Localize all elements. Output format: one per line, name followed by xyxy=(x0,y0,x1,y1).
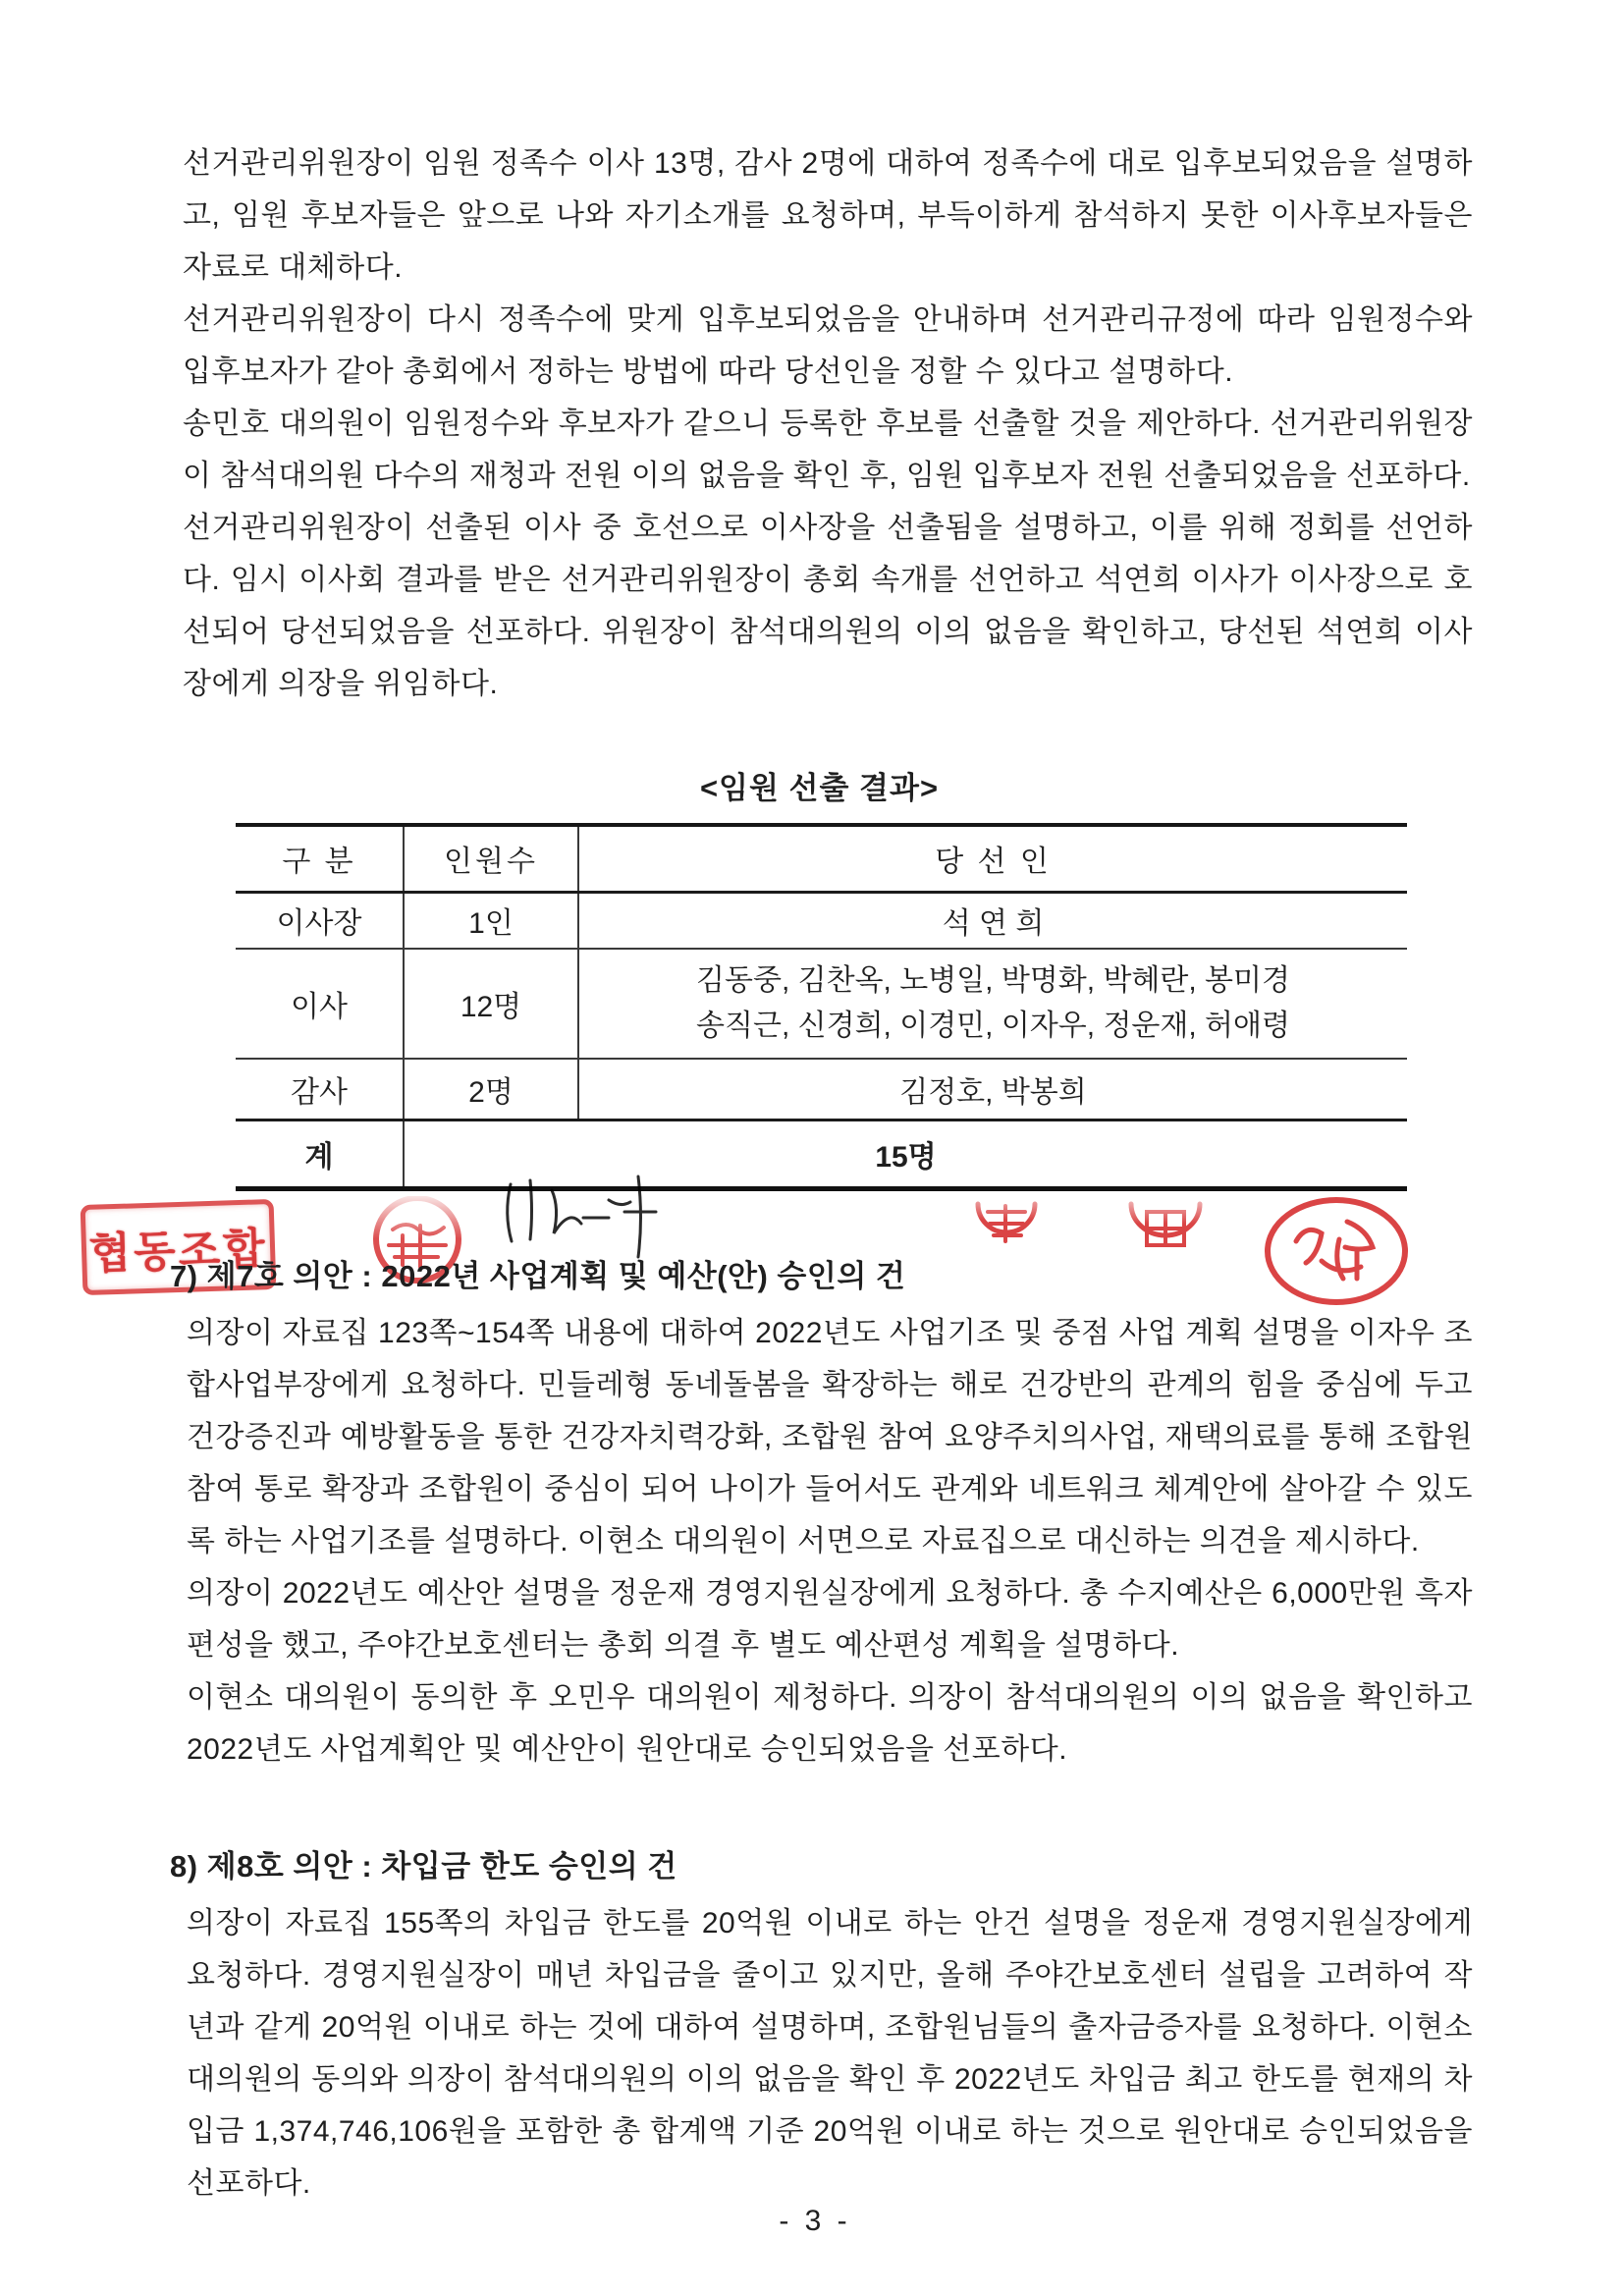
section-8-body xyxy=(187,1897,1473,2210)
cell-elected: 김정호, 박봉희 xyxy=(578,1059,1407,1120)
cell-elected: 석 연 희 xyxy=(578,892,1407,949)
section-agenda-8 xyxy=(170,1842,1473,2210)
column-header-count: 인원수 xyxy=(404,825,578,892)
section-8-heading: 8) 제8호 의안 : 차입금 한도 승인의 건 xyxy=(170,1849,677,1884)
page-number: - 3 - xyxy=(779,2205,851,2237)
paragraph-election-quorum: 선거관리위원장이 임원 정족수 이사 13명, 감사 2명에 대하여 정족수에 대로 입후보되었음을 설명하고, 임원 후보자들은 앞으로 나와 자기소개를 요청하며, 부득이하게 참석하지 못한 이사후보자들은 자료로 대체하다. xyxy=(183,147,1473,284)
section-agenda-7 xyxy=(170,1252,1473,1776)
column-header-elected: 당 선 인 xyxy=(578,825,1407,892)
paragraph-budget-explanation: 의장이 2022년도 예산안 설명을 정운재 경영지원실장에게 요청하다. 총 수지예산은 6,000만원 흑자 편성을 했고, 주야간보호센터는 총회 의결 후 별도 예산편성 계획을 설명하다. xyxy=(187,1577,1473,1662)
cell-category: 이사 xyxy=(236,949,404,1059)
table-row-auditors xyxy=(236,1059,1407,1120)
minutes-body-text xyxy=(183,137,1473,710)
half-seal-stamp-1-icon xyxy=(972,1186,1041,1261)
cell-elected xyxy=(578,949,1407,1059)
section-7-heading: 7) 제7호 의안 : 2022년 사업계획 및 예산(안) 승인의 건 xyxy=(170,1259,906,1293)
coop-seal-text: 협동조합 xyxy=(87,1225,269,1279)
section-7-body xyxy=(187,1307,1473,1776)
cell-count: 1인 xyxy=(404,892,578,949)
table-total-row xyxy=(236,1120,1407,1188)
table-header-row xyxy=(236,825,1407,892)
cell-total-value: 15명 xyxy=(404,1120,1407,1188)
paragraph-chair-election: 선거관리위원장이 선출된 이사 중 호선으로 이사장을 선출됨을 설명하고, 이를 위해 정회를 선언하다. 임시 이사회 결과를 받은 선거관리위원장이 총회 속개를 선언하고 석연희 이사가 이사장으로 호선되어 당선되었음을 선포하다. 위원장이 참석대의원의 이의 없음을 확인하고, 당선된 석연희 이사장에게 의장을 위임하다. xyxy=(183,512,1473,700)
column-header-category: 구 분 xyxy=(236,825,404,892)
election-table-title: <임원 선출 결과> xyxy=(699,771,940,805)
elected-names-line2: 송직근, 신경희, 이경민, 이자우, 정운재, 허애령 xyxy=(696,1010,1290,1042)
paragraph-loan-limit: 의장이 자료집 155쪽의 차입금 한도를 20억원 이내로 하는 안건 설명을 정운재 경영지원실장에게 요청하다. 경영지원실장이 매년 차입금을 줄이고 있지만, 올해 주야간보호센터 설립을 고려하여 작년과 같게 20억원 이내로 하는 것에 대하여 설명하며, 조합원님들의 출자금증자를 요청하다. 이현소 대의원의 동의와 의장이 참석대의원의 이의 없음을 확인 후 2022년도 차입금 최고 한도를 현재의 차입금 1,374,746,106원을 포함한 총 합계액 기준 20억원 이내로 하는 것으로 원안대로 승인되었음을 선포하다. xyxy=(187,1907,1473,2200)
cell-count: 12명 xyxy=(404,949,578,1059)
paragraph-approval-declaration: 이현소 대의원이 동의한 후 오민우 대의원이 제청하다. 의장이 참석대의원의 이의 없음을 확인하고 2022년도 사업계획안 및 예산안이 원안대로 승인되었음을 선포하다. xyxy=(187,1681,1473,1766)
elected-names-line1: 김동중, 김찬옥, 노병일, 박명화, 박혜란, 봉미경 xyxy=(696,964,1290,997)
cell-category: 감사 xyxy=(236,1059,404,1120)
cell-total-label: 계 xyxy=(236,1120,404,1188)
paragraph-candidate-motion: 송민호 대의원이 임원정수와 후보자가 같으니 등록한 후보를 선출할 것을 제안하다. 선거관리위원장이 참석대의원 다수의 재청과 전원 이의 없음을 확인 후, 임원 입후보자 전원 선출되었음을 선포하다. xyxy=(183,408,1473,492)
table-row-chairperson xyxy=(236,892,1407,949)
election-results-table xyxy=(236,823,1407,1191)
table-row-directors xyxy=(236,949,1407,1059)
cell-category: 이사장 xyxy=(236,892,404,949)
paragraph-election-rule: 선거관리위원장이 다시 정족수에 맞게 입후보되었음을 안내하며 선거관리규정에 따라 임원정수와 입후보자가 같아 총회에서 정하는 방법에 따라 당선인을 정할 수 있다고 설명하다. xyxy=(183,303,1473,388)
cell-count: 2명 xyxy=(404,1059,578,1120)
paragraph-business-plan: 의장이 자료집 123쪽~154쪽 내용에 대하여 2022년도 사업기조 및 중점 사업 계획 설명을 이자우 조합사업부장에게 요청하다. 민들레형 동네돌봄을 확장하는 해로 건강반의 관계의 힘을 중심에 두고 건강증진과 예방활동을 통한 건강자치력강화, 조합원 참여 요양주치의사업, 재택의료를 통해 조합원 참여 통로 확장과 조합원이 중심이 되어 나이가 들어서도 관계와 네트워크 체계안에 살아갈 수 있도록 하는 사업기조를 설명하다. 이현소 대의원이 서면으로 자료집으로 대신하는 의견을 제시하다. xyxy=(187,1317,1473,1557)
